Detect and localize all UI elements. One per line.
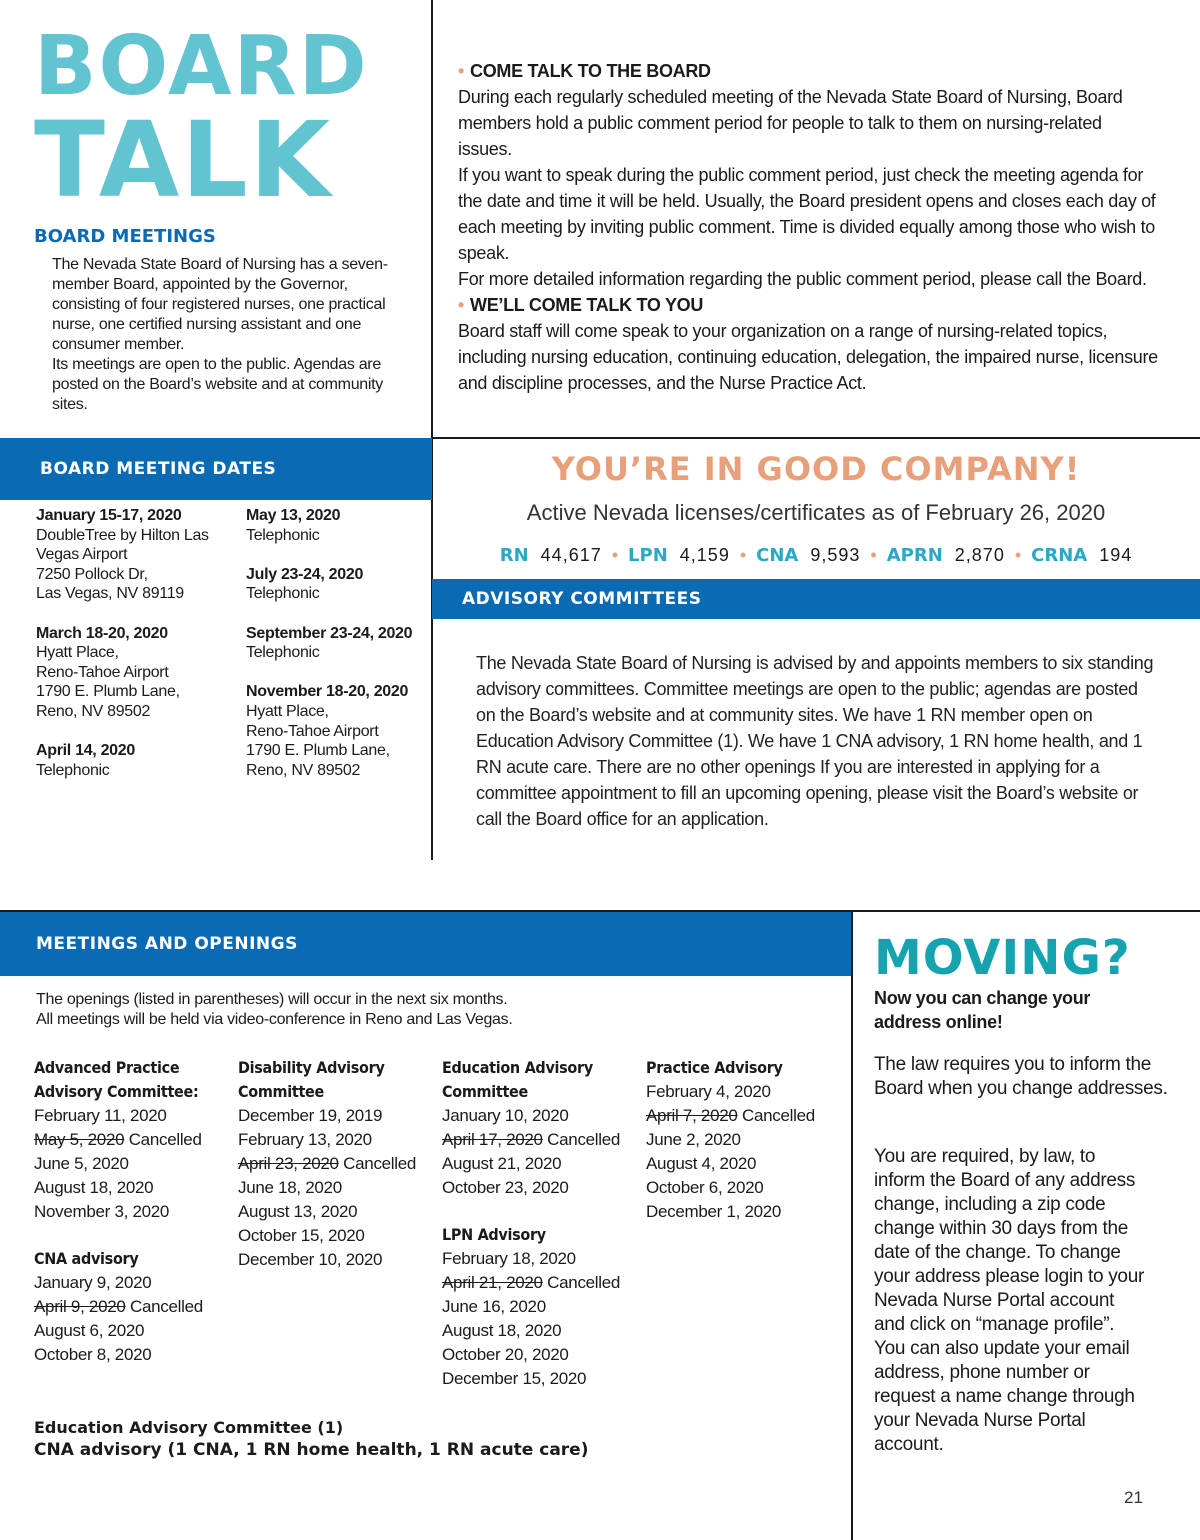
separator-dot-icon: •	[739, 545, 747, 565]
moving-p2: You are required, by law, to inform the Board of any address change, including a zip code change within 30 days from the date of the change. To change your address please login to your Nevada Nurse Portal account and click on “manage profile”. You can also update your email address, phone number or request a name change through your Nevada Nurse Portal account.	[874, 1146, 1144, 1455]
meetings-intro	[36, 990, 513, 1030]
meeting-location-line: Las Vegas, NV 89119	[36, 585, 184, 603]
come-talk-p3: For more detailed information regarding the public comment period, please call the Board.	[458, 269, 1147, 289]
committee-column-3	[442, 1056, 642, 1391]
good-company-subtitle: Active Nevada licenses/certificates as of February 26, 2020	[526, 500, 1106, 525]
committee-date-text: June 2, 2020	[646, 1130, 741, 1149]
license-label: LPN	[628, 545, 668, 566]
separator-dot-icon: •	[1014, 545, 1022, 565]
committee-date-text: October 8, 2020	[34, 1345, 152, 1364]
license-label: CRNA	[1031, 545, 1088, 566]
divider-mid-right	[431, 437, 1200, 439]
committee-date-text: January 10, 2020	[442, 1106, 569, 1125]
committee-date-text: January 9, 2020	[34, 1273, 152, 1292]
well-come-p1: Board staff will come speak to your organization on a range of nursing-related topics, including nursing education, continuing education, delegation, the impaired nurse, licensure and discipline processes, and the Nurse Practice Act.	[458, 321, 1158, 393]
committee-date	[238, 1248, 438, 1272]
committee-date	[238, 1104, 438, 1128]
meeting-date: March 18-20, 2020	[36, 624, 168, 642]
committee-date-text: June 5, 2020	[34, 1154, 129, 1173]
divider-moving-vertical	[851, 910, 853, 1540]
committee-date	[34, 1200, 234, 1224]
committee-heading: LPN Advisory	[442, 1225, 546, 1244]
meeting-location-line: Hyatt Place,	[36, 644, 119, 662]
committee-heading: Practice Advisory	[646, 1058, 783, 1077]
openings-line-1: Education Advisory Committee (1)	[34, 1418, 344, 1437]
meeting-date: January 15-17, 2020	[36, 507, 182, 524]
meeting-location-line: 7250 Pollock Dr,	[36, 565, 148, 583]
committee-date	[34, 1128, 234, 1152]
meetings-openings-banner: MEETINGS AND OPENINGS	[0, 912, 851, 976]
committee-date	[34, 1176, 234, 1200]
committee-column-2	[238, 1056, 438, 1272]
board-meetings-p1: The Nevada State Board of Nursing has a seven-member Board, appointed by the Governor, consisting of four registered nurses, one practical nurse, one certified nursing assistant and one consumer member.	[52, 256, 388, 353]
meeting-date: July 23-24, 2020	[246, 565, 364, 583]
committee-date-text: February 11, 2020	[34, 1106, 167, 1125]
committee-date-text: August 13, 2020	[238, 1202, 358, 1221]
license-label: RN	[499, 545, 529, 566]
license-count: 2,870	[954, 545, 1005, 565]
masthead-board: BOARD	[34, 19, 369, 114]
committee-date	[238, 1176, 438, 1200]
cancelled-label: Cancelled	[128, 1130, 202, 1149]
meeting-date-entry	[36, 624, 236, 722]
meeting-location-line: Reno-Tahoe Airport	[246, 722, 379, 740]
committee-date-text: August 21, 2020	[442, 1154, 562, 1173]
committee-date	[442, 1319, 642, 1343]
committee-heading: Education Advisory	[442, 1058, 593, 1077]
openings-line-2: CNA advisory (1 CNA, 1 RN home health, 1 RN acute care)	[34, 1440, 589, 1460]
committee-date-text: November 3, 2020	[34, 1202, 170, 1221]
committee-date	[34, 1295, 234, 1319]
committee-date	[646, 1200, 846, 1224]
meeting-dates-left	[36, 506, 236, 800]
separator-dot-icon: •	[870, 545, 877, 565]
bullet-icon: •	[458, 295, 465, 315]
committee-date-text: June 18, 2020	[238, 1178, 342, 1197]
committee-date	[238, 1224, 438, 1248]
meeting-location-line: Telephonic	[246, 585, 320, 603]
meeting-dates-right	[246, 506, 426, 800]
committee-group	[442, 1223, 642, 1391]
committee-group	[34, 1056, 234, 1224]
cancelled-label: Cancelled	[547, 1273, 621, 1292]
meeting-date-entry	[246, 565, 426, 604]
cancelled-label: Cancelled	[343, 1154, 417, 1173]
bullet-icon: •	[458, 61, 465, 81]
committee-date-text: August 6, 2020	[34, 1321, 145, 1340]
committee-date-text: June 16, 2020	[442, 1297, 546, 1316]
meeting-location-line: Reno-Tahoe Airport	[36, 663, 169, 681]
come-talk-heading: • COME TALK TO THE BOARD	[458, 61, 711, 81]
meeting-date: April 14, 2020	[36, 742, 135, 760]
committee-date-text: December 19, 2019	[238, 1106, 383, 1125]
committee-group	[442, 1056, 642, 1200]
moving-sub: Now you can change your address online!	[874, 988, 1091, 1032]
committee-date	[646, 1152, 846, 1176]
come-talk-p2: If you want to speak during the public comment period, just check the meeting agenda for the date and time it will be held. Usually, the Board president opens and closes each day of each meeting by inviting public comment. Time is divided equally among those who wish to speak.	[458, 165, 1156, 263]
committee-date-text: December 15, 2020	[442, 1369, 587, 1388]
committee-date-text: April 17, 2020	[442, 1130, 543, 1149]
committee-column-4	[646, 1056, 846, 1224]
committee-group	[646, 1056, 846, 1224]
committee-date	[34, 1343, 234, 1367]
meeting-date: May 13, 2020	[246, 507, 341, 524]
meeting-location-line: 1790 E. Plumb Lane,	[36, 683, 180, 701]
committee-heading: Advisory Committee:	[34, 1082, 199, 1101]
committee-date-text: April 9, 2020	[34, 1297, 126, 1316]
meetings-intro-2: All meetings will be held via video-conference in Reno and Las Vegas.	[36, 1011, 513, 1028]
license-count: 9,593	[810, 545, 861, 565]
board-meetings-text	[52, 255, 404, 415]
board-meetings-p2: Its meetings are open to the public. Agendas are posted on the Board’s website and at community sites.	[52, 356, 383, 413]
committee-date	[646, 1128, 846, 1152]
meeting-date-entry	[36, 741, 236, 780]
meeting-location-line: DoubleTree by Hilton Las	[36, 526, 209, 544]
committee-date	[442, 1271, 642, 1295]
committee-date	[238, 1128, 438, 1152]
meeting-location-line: 1790 E. Plumb Lane,	[246, 742, 390, 760]
committee-heading: Disability Advisory	[238, 1058, 385, 1077]
committee-date-text: February 4, 2020	[646, 1082, 771, 1101]
meeting-date-entry	[246, 682, 426, 780]
committee-group	[238, 1056, 438, 1272]
well-come-heading: • WE’LL COME TALK TO YOU	[458, 295, 704, 315]
committee-date-text: April 7, 2020	[646, 1106, 738, 1125]
committee-heading: Committee	[442, 1082, 528, 1101]
committee-date-text: August 4, 2020	[646, 1154, 757, 1173]
committee-date	[442, 1104, 642, 1128]
committee-date-text: October 6, 2020	[646, 1178, 764, 1197]
committee-heading: CNA advisory	[34, 1249, 139, 1268]
committee-date-text: May 5, 2020	[34, 1130, 125, 1149]
openings-summary	[34, 1416, 588, 1462]
committee-date-text: October 23, 2020	[442, 1178, 569, 1197]
committee-date	[34, 1104, 234, 1128]
committee-date	[238, 1200, 438, 1224]
meeting-location-line: Telephonic	[246, 644, 320, 662]
committee-date-text: December 1, 2020	[646, 1202, 782, 1221]
license-count: 44,617	[540, 545, 602, 565]
page-number: 21	[1124, 1488, 1143, 1507]
advisory-banner: ADVISORY COMMITTEES	[432, 579, 1200, 619]
committee-date-text: October 20, 2020	[442, 1345, 569, 1364]
license-counts	[432, 545, 1200, 566]
come-talk-p1: During each regularly scheduled meeting of the Nevada State Board of Nursing, Board members hold a public comment period for people to talk to them on nursing-related issues.	[458, 87, 1123, 159]
committee-date	[238, 1152, 438, 1176]
committee-date-text: August 18, 2020	[34, 1178, 154, 1197]
committee-date-text: December 10, 2020	[238, 1250, 383, 1269]
committee-date	[442, 1152, 642, 1176]
committee-date	[442, 1128, 642, 1152]
committee-date-text: October 15, 2020	[238, 1226, 365, 1245]
committee-group	[34, 1247, 234, 1367]
meeting-date: September 23-24, 2020	[246, 624, 413, 642]
license-count: 194	[1099, 545, 1133, 565]
meeting-location-line: Reno, NV 89502	[36, 702, 151, 720]
license-count: 4,159	[679, 545, 730, 565]
advisory-body: The Nevada State Board of Nursing is advised by and appoints members to six standing advisory committees. Committee meetings are open to the public; agendas are posted on the Board’s website and at community sites. We have 1 RN member open on Education Advisory Committee (1). We have 1 CNA advisory, 1 RN home health, and 1 RN acute care. There are no other openings If you are interested in applying for a committee appointment to fill an upcoming opening, please visit the Board’s website or call the Board office for an application.	[476, 653, 1154, 829]
meeting-location-line: Reno, NV 89502	[246, 761, 361, 779]
committee-date	[442, 1295, 642, 1319]
cancelled-label: Cancelled	[130, 1297, 203, 1316]
license-label: APRN	[886, 545, 943, 566]
board-meetings-heading: BOARD MEETINGS	[34, 226, 216, 247]
committee-date	[442, 1247, 642, 1271]
come-talk-section	[458, 58, 1158, 396]
good-company-heading: YOU’RE IN GOOD COMPANY!	[551, 450, 1081, 488]
committee-date	[442, 1367, 642, 1391]
cancelled-label: Cancelled	[742, 1106, 815, 1125]
meeting-date-entry	[246, 506, 426, 545]
meeting-location-line: Telephonic	[36, 761, 110, 779]
committee-date-text: August 18, 2020	[442, 1321, 562, 1340]
committee-date	[646, 1176, 846, 1200]
committee-date	[646, 1080, 846, 1104]
meeting-date: November 18-20, 2020	[246, 683, 409, 701]
meeting-location-line: Telephonic	[246, 526, 320, 544]
committee-heading: Committee	[238, 1082, 324, 1101]
meeting-date-entry	[36, 506, 236, 604]
meetings-intro-1: The openings (listed in parentheses) will occur in the next six months.	[36, 991, 508, 1008]
separator-dot-icon: •	[611, 545, 619, 565]
masthead-talk: TALK	[34, 99, 333, 221]
committee-heading: Advanced Practice	[34, 1058, 180, 1077]
meeting-location-line: Vegas Airport	[36, 546, 128, 564]
committee-date	[646, 1104, 846, 1128]
meeting-dates-banner: BOARD MEETING DATES	[0, 438, 432, 500]
meeting-date-entry	[246, 624, 426, 663]
committee-date	[34, 1152, 234, 1176]
committee-date	[442, 1343, 642, 1367]
divider-top-vertical	[431, 0, 433, 860]
committee-date	[34, 1319, 234, 1343]
meeting-location-line: Hyatt Place,	[246, 702, 329, 720]
committee-date-text: February 18, 2020	[442, 1249, 576, 1268]
committee-date	[442, 1176, 642, 1200]
committee-date-text: April 23, 2020	[238, 1154, 339, 1173]
committee-date	[34, 1271, 234, 1295]
committee-column-1	[34, 1056, 234, 1367]
moving-p1: The law requires you to inform the Board when you change addresses.	[874, 1054, 1168, 1099]
committee-date-text: April 21, 2020	[442, 1273, 543, 1292]
cancelled-label: Cancelled	[547, 1130, 621, 1149]
license-label: CNA	[756, 545, 799, 566]
moving-heading: MOVING?	[874, 930, 1131, 986]
committee-date-text: February 13, 2020	[238, 1130, 372, 1149]
